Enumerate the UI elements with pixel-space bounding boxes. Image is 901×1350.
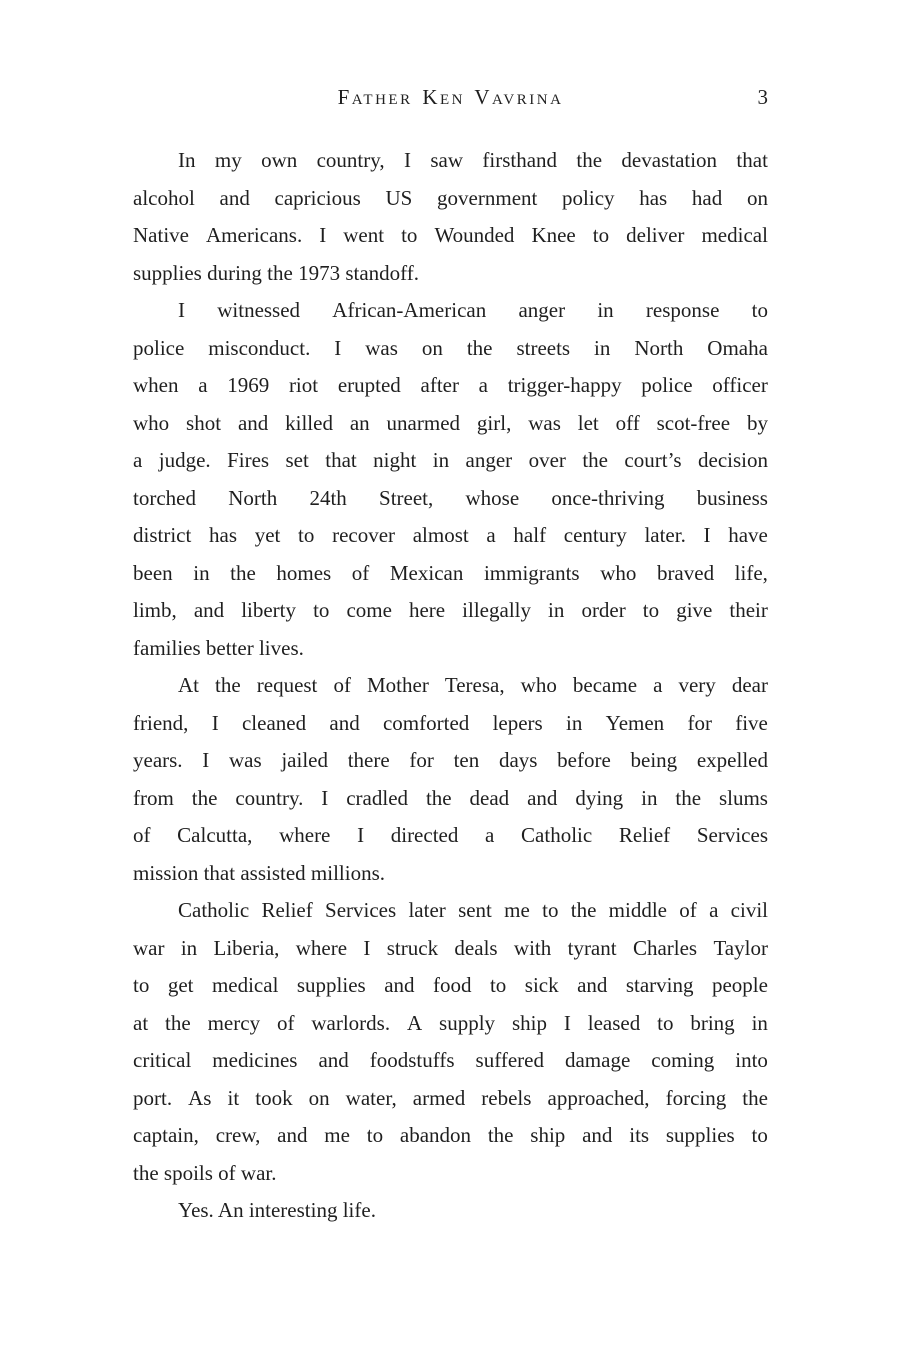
word: later	[408, 898, 446, 922]
word: to	[401, 223, 418, 247]
word: struck	[386, 935, 439, 960]
word: and	[318, 1048, 349, 1072]
page-number: 3	[757, 85, 768, 109]
word: before	[557, 748, 611, 772]
word: At	[178, 673, 199, 697]
word: killed	[285, 410, 333, 435]
word: days	[498, 748, 538, 772]
word: ten	[453, 748, 480, 772]
word: people	[711, 973, 768, 997]
text-line	[133, 705, 768, 743]
running-header	[133, 84, 768, 110]
word: later.	[644, 523, 686, 547]
word: let	[577, 410, 599, 435]
word: Fires	[227, 448, 270, 472]
word: I	[319, 223, 327, 247]
word: erupted	[337, 373, 401, 397]
word: in	[432, 448, 450, 472]
word: riot	[288, 373, 319, 397]
word: the	[191, 785, 218, 810]
text-line: mission that assisted millions.	[133, 860, 386, 885]
word: half	[513, 523, 547, 547]
paragraph	[133, 892, 768, 1192]
word: to	[366, 1123, 384, 1147]
word: scot-free	[656, 410, 731, 435]
word: As	[188, 1085, 212, 1110]
word: get	[167, 973, 194, 997]
word: Relief	[618, 823, 671, 847]
word: of	[679, 898, 697, 922]
word: liberty	[241, 598, 297, 622]
word: expelled	[696, 748, 768, 772]
word: foodstuffs	[369, 1048, 455, 1072]
word: once-thriving	[551, 485, 665, 510]
word: to	[542, 898, 559, 922]
word: friend,	[133, 710, 189, 735]
word: water,	[345, 1085, 397, 1110]
word: slums	[718, 785, 768, 810]
word: decision	[698, 448, 768, 472]
paragraph	[133, 667, 768, 892]
word: damage	[564, 1048, 631, 1072]
word: forcing	[665, 1085, 727, 1110]
word: country,	[316, 148, 385, 172]
word: Catholic	[521, 823, 593, 847]
word: a	[486, 523, 496, 547]
word: response	[645, 298, 720, 322]
word: medicines	[212, 1048, 298, 1072]
word: Yemen	[605, 710, 665, 735]
word: approached,	[547, 1085, 650, 1110]
word: yet	[254, 523, 281, 547]
word: streets	[516, 335, 571, 360]
word: it	[227, 1085, 240, 1110]
word: in	[594, 335, 611, 360]
word: police	[133, 335, 185, 360]
word: to	[313, 598, 330, 622]
word: captain,	[133, 1123, 199, 1147]
word: torched	[133, 485, 196, 510]
word: directed	[390, 823, 459, 847]
text-line	[133, 742, 768, 780]
word: I	[357, 823, 365, 847]
word: night	[373, 448, 417, 472]
word: port.	[133, 1085, 173, 1110]
word: middle	[608, 898, 667, 922]
word: my	[214, 148, 242, 172]
text-line	[133, 180, 768, 218]
word: Charles	[632, 935, 698, 960]
word: Native	[133, 223, 189, 247]
word: here	[408, 598, 446, 622]
word: off	[615, 410, 640, 435]
text-line	[133, 930, 768, 968]
word: rebels	[481, 1085, 532, 1110]
word: I	[334, 335, 342, 360]
word: Omaha	[707, 335, 768, 360]
word: in	[548, 598, 565, 622]
word: to	[751, 1123, 768, 1147]
word: in	[193, 560, 210, 585]
word: the	[487, 1123, 514, 1147]
word: officer	[712, 373, 768, 397]
text-line: Yes. An interesting life.	[178, 1198, 376, 1222]
word: homes	[276, 560, 332, 585]
word: who	[600, 560, 637, 585]
word: Mother	[367, 673, 429, 697]
text-line: the spoils of war.	[133, 1160, 277, 1185]
word: North	[634, 335, 684, 360]
word: for	[409, 748, 434, 772]
word: by	[746, 410, 768, 435]
word: immigrants	[483, 560, 580, 585]
word: Catholic	[178, 898, 250, 922]
word: North	[228, 485, 278, 510]
word: the	[425, 785, 452, 810]
word: I	[321, 785, 329, 810]
word: 24th	[309, 485, 347, 510]
word: a	[478, 373, 488, 397]
word: a	[133, 448, 143, 472]
word: African-American	[332, 298, 487, 322]
word: with	[513, 935, 552, 960]
word: the	[742, 1085, 768, 1110]
word: I	[703, 523, 711, 547]
word: girl,	[476, 410, 512, 435]
word: into	[735, 1048, 768, 1072]
word: misconduct.	[208, 335, 311, 360]
paragraph	[133, 1192, 768, 1230]
word: after	[420, 373, 459, 397]
word: A	[406, 1010, 423, 1035]
word: Knee	[531, 223, 576, 247]
word: warlords.	[311, 1010, 391, 1035]
word: cleaned	[241, 710, 307, 735]
word: alcohol	[133, 185, 195, 210]
text-line	[133, 892, 768, 930]
text-line	[133, 592, 768, 630]
word: police	[641, 373, 693, 397]
word: medical	[701, 223, 768, 247]
word: who	[133, 410, 170, 435]
word: on	[308, 1085, 330, 1110]
word: anger	[518, 298, 566, 322]
word: US	[385, 185, 413, 210]
word: district	[133, 523, 192, 547]
word: an	[349, 410, 370, 435]
word: there	[347, 748, 390, 772]
word: of	[276, 1010, 295, 1035]
word: saw	[430, 148, 464, 172]
text-line: supplies during the 1973 standoff.	[133, 260, 420, 285]
word: leased	[587, 1010, 641, 1035]
word: suffered	[475, 1048, 544, 1072]
word: trigger-happy	[507, 373, 622, 397]
word: their	[729, 598, 768, 622]
text-line	[133, 405, 768, 443]
word: over	[528, 448, 566, 472]
word: limb,	[133, 598, 177, 622]
word: in	[566, 710, 583, 735]
word: Services	[696, 823, 768, 847]
word: where	[279, 823, 331, 847]
word: to	[657, 1010, 674, 1035]
word: the	[570, 898, 597, 922]
word: supplies	[296, 973, 366, 997]
word: medical	[211, 973, 279, 997]
word: whose	[465, 485, 520, 510]
word: lepers	[492, 710, 543, 735]
word: and	[384, 973, 415, 997]
word: order	[581, 598, 626, 622]
word: and	[277, 1123, 308, 1147]
word: Relief	[261, 898, 313, 922]
word: Calcutta,	[177, 823, 253, 847]
word: civil	[730, 898, 768, 922]
word: for	[687, 710, 712, 735]
text-line	[133, 555, 768, 593]
word: own	[261, 148, 298, 172]
word: and	[577, 973, 608, 997]
text-line	[133, 517, 768, 555]
word: unarmed	[386, 410, 461, 435]
word: when	[133, 373, 179, 397]
word: starving	[625, 973, 694, 997]
word: years.	[133, 748, 183, 772]
text-line	[133, 817, 768, 855]
word: war	[133, 935, 165, 960]
word: give	[676, 598, 713, 622]
word: supply	[439, 1010, 496, 1035]
word: to	[751, 298, 768, 322]
word: where	[295, 935, 348, 960]
word: the	[215, 673, 241, 697]
word: supplies	[665, 1123, 735, 1147]
word: had	[691, 185, 723, 210]
word: I	[404, 148, 411, 172]
word: dear	[731, 673, 768, 697]
word: recover	[332, 523, 396, 547]
word: a	[485, 823, 495, 847]
word: of	[333, 673, 351, 697]
paragraph	[133, 142, 768, 292]
word: of	[351, 560, 370, 585]
word: and	[193, 598, 225, 622]
text-line	[133, 480, 768, 518]
word: Mexican	[389, 560, 464, 585]
text-line	[133, 780, 768, 818]
text-line	[133, 667, 768, 705]
body-text	[133, 142, 768, 1230]
text-line	[133, 1080, 768, 1118]
word: a	[198, 373, 208, 397]
word: I	[211, 710, 219, 735]
word: became	[572, 673, 638, 697]
word: went	[343, 223, 385, 247]
word: its	[629, 1123, 650, 1147]
word: being	[630, 748, 678, 772]
text-line: families better lives.	[133, 635, 304, 660]
word: crew,	[215, 1123, 261, 1147]
word: sent	[458, 898, 492, 922]
word: me	[324, 1123, 350, 1147]
word: was	[365, 335, 398, 360]
word: in	[597, 298, 614, 322]
word: ship	[511, 1010, 547, 1035]
word: sick	[524, 973, 559, 997]
word: court’s	[624, 448, 682, 472]
word: Wounded	[434, 223, 515, 247]
word: business	[696, 485, 768, 510]
word: me	[504, 898, 530, 922]
text-line	[133, 142, 768, 180]
text-line	[133, 367, 768, 405]
word: I	[363, 935, 371, 960]
text-line	[133, 292, 768, 330]
word: government	[437, 185, 538, 210]
word: almost	[412, 523, 469, 547]
word: to	[642, 598, 660, 622]
word: the	[675, 785, 702, 810]
word: comforted	[382, 710, 470, 735]
text-line	[133, 967, 768, 1005]
running-title: Father Ken Vavrina	[337, 85, 564, 109]
word: bring	[690, 1010, 735, 1035]
text-line	[133, 442, 768, 480]
word: Street,	[379, 485, 434, 510]
word: braved	[656, 560, 715, 585]
word: critical	[133, 1048, 192, 1072]
word: coming	[651, 1048, 715, 1072]
word: the	[230, 560, 256, 585]
word: deliver	[626, 223, 685, 247]
text-line	[133, 217, 768, 255]
word: witnessed	[217, 298, 301, 322]
word: policy	[562, 185, 615, 210]
word: 1969	[227, 373, 270, 397]
word: the	[466, 335, 493, 360]
word: to	[298, 523, 315, 547]
word: ship	[530, 1123, 566, 1147]
word: shot	[186, 410, 222, 435]
word: anger	[465, 448, 513, 472]
word: capricious	[274, 185, 361, 210]
word: I	[202, 748, 210, 772]
word: at	[133, 1010, 149, 1035]
word: Services	[325, 898, 397, 922]
word: tyrant	[567, 935, 617, 960]
text-line	[133, 1005, 768, 1043]
word: the	[576, 148, 603, 172]
word: set	[285, 448, 309, 472]
word: food	[432, 973, 472, 997]
word: and	[527, 785, 558, 810]
word: from	[133, 785, 174, 810]
word: in	[641, 785, 658, 810]
word: and	[237, 410, 269, 435]
word: to	[133, 973, 150, 997]
word: a	[653, 673, 663, 697]
text-line	[133, 330, 768, 368]
word: and	[329, 710, 360, 735]
word: armed	[412, 1085, 466, 1110]
word: that	[325, 448, 357, 472]
word: firsthand	[482, 148, 558, 172]
word: to	[489, 973, 507, 997]
word: illegally	[462, 598, 531, 622]
word: I	[178, 298, 185, 322]
word: I	[563, 1010, 571, 1035]
word: dying	[575, 785, 624, 810]
word: life,	[734, 560, 768, 585]
word: request	[256, 673, 318, 697]
word: Americans.	[206, 223, 303, 247]
word: cradled	[346, 785, 409, 810]
word: the	[582, 448, 608, 472]
word: a	[709, 898, 719, 922]
word: the	[165, 1010, 191, 1035]
word: Liberia,	[213, 935, 280, 960]
word: and	[219, 185, 250, 210]
word: to	[592, 223, 610, 247]
word: devastation	[621, 148, 718, 172]
word: was	[228, 748, 262, 772]
word: judge.	[158, 448, 211, 472]
word: that	[736, 148, 768, 172]
word: country.	[235, 785, 304, 810]
text-line	[133, 1117, 768, 1155]
word: of	[133, 823, 151, 847]
word: on	[746, 185, 768, 210]
word: in	[180, 935, 198, 960]
word: In	[178, 148, 196, 172]
word: five	[735, 710, 768, 735]
word: in	[751, 1010, 768, 1035]
word: mercy	[207, 1010, 261, 1035]
word: have	[728, 523, 768, 547]
word: dead	[469, 785, 510, 810]
word: deals	[454, 935, 498, 960]
word: on	[421, 335, 443, 360]
word: jailed	[281, 748, 328, 772]
word: took	[255, 1085, 293, 1110]
word: Taylor	[713, 935, 768, 960]
word: was	[528, 410, 561, 435]
word: has	[639, 185, 668, 210]
word: century	[563, 523, 627, 547]
word: and	[582, 1123, 613, 1147]
word: come	[346, 598, 392, 622]
word: been	[133, 560, 173, 585]
text-line	[133, 1042, 768, 1080]
word: abandon	[399, 1123, 472, 1147]
word: who	[520, 673, 557, 697]
word: very	[678, 673, 716, 697]
word: has	[209, 523, 238, 547]
paragraph	[133, 292, 768, 667]
word: Teresa,	[444, 673, 505, 697]
